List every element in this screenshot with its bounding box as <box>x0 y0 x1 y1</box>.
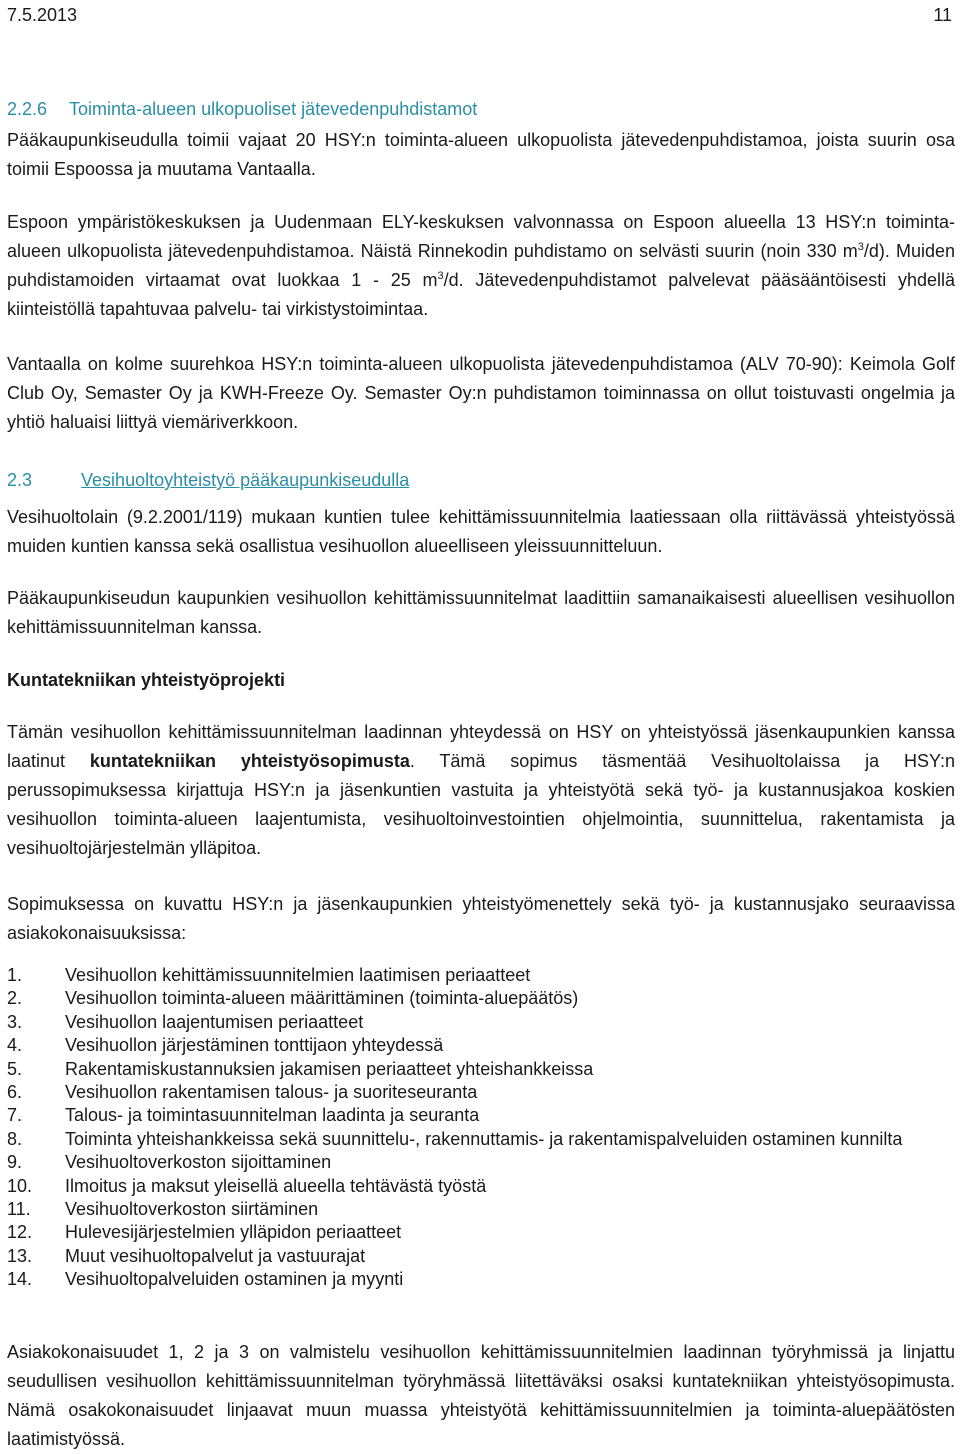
list-item-text: Ilmoitus ja maksut yleisellä alueella tehtävästä työstä <box>65 1175 487 1196</box>
list-item-text: Rakentamiskustannuksien jakamisen periaatteet yhteishankkeissa <box>65 1058 594 1079</box>
subheading: Kuntatekniikan yhteistyöprojekti <box>7 670 286 690</box>
section-title-link[interactable]: Vesihuoltoyhteistyö pääkaupunkiseudulla <box>81 470 410 490</box>
list-item-number: 6. <box>7 1082 23 1103</box>
list-item-text: Toiminta yhteishankkeissa sekä suunnittelu-, rakennuttamis- ja rakentamispalveluiden ostaminen kunnilta <box>65 1128 903 1149</box>
paragraph: Pääkaupunkiseudulla toimii vajaat 20 HSY:n toiminta-alueen ulkopuolista jätevedenpuhdistamoa, joista suurin osa toimii Espoossa ja muutama Vantaalla. <box>7 130 955 179</box>
list-item <box>7 1128 955 1151</box>
section-number: 2.3 <box>7 470 33 490</box>
list-item <box>7 1175 955 1198</box>
list-item-text: Vesihuollon kehittämissuunnitelmien laatimisen periaatteet <box>65 965 531 985</box>
list-item <box>7 964 955 987</box>
section-number: 2.2.6 <box>7 99 48 119</box>
list-item <box>7 1081 955 1104</box>
list-item-number: 9. <box>7 1152 23 1173</box>
list-item <box>7 987 955 1010</box>
list-item-number: 3. <box>7 1011 23 1032</box>
list-item-number: 7. <box>7 1105 23 1126</box>
paragraph: Vantaalla on kolme suurehkoa HSY:n toiminta-alueen ulkopuolista jätevedenpuhdistamoa (ALV 70-90): Keimola Golf Club Oy, Semaster Oy ja KWH-Freeze Oy. Semaster Oy:n puhdistamon toiminnassa on ollut toistuvasti ongelmia ja yhtiö haluaisi liittyä viemäriverkkoon. <box>7 354 955 432</box>
list-item-text: Talous- ja toimintasuunnitelman laadinta ja seuranta <box>65 1105 480 1126</box>
list-item-text: Vesihuollon toiminta-alueen määrittäminen (toiminta-aluepäätös) <box>65 988 579 1009</box>
text-span: /d. Jätevedenpuhdistamot palvelevat pääsääntöisesti yhdellä kiinteistöllä tapahtuvaa palvelu- tai virkistystoimintaa. <box>7 270 955 319</box>
section-2-3-heading <box>7 468 409 492</box>
section-2-2-6-heading <box>7 97 477 121</box>
list-item <box>7 1104 955 1127</box>
section-title: Toiminta-alueen ulkopuoliset jätevedenpuhdistamot <box>69 99 478 119</box>
list-item-number: 2. <box>7 988 23 1009</box>
list-item-number: 5. <box>7 1058 23 1079</box>
list-item-text: Vesihuoltopalveluiden ostaminen ja myynti <box>65 1269 404 1290</box>
list-item <box>7 1011 955 1034</box>
list-item <box>7 1058 955 1081</box>
list-item <box>7 1245 955 1268</box>
list-item-text: Vesihuoltoverkoston siirtäminen <box>65 1199 319 1220</box>
list-item-number: 12. <box>7 1222 33 1243</box>
list-item <box>7 1151 955 1174</box>
numbered-list <box>7 964 955 1292</box>
list-item-number: 14. <box>7 1269 33 1290</box>
list-item-number: 8. <box>7 1128 23 1149</box>
list-item-number: 1. <box>7 965 23 985</box>
superscript: 3 <box>437 270 444 282</box>
list-item-number: 10. <box>7 1175 33 1196</box>
list-item-text: Vesihuollon laajentumisen periaatteet <box>65 1011 364 1032</box>
list-item-text: Hulevesijärjestelmien ylläpidon periaatteet <box>65 1222 402 1243</box>
list-item <box>7 1198 955 1221</box>
text-span: /d). Muiden puhdistamoiden virtaamat ovat luokkaa 1 - 25 m <box>7 241 955 290</box>
paragraph: Pääkaupunkiseudun kaupunkien vesihuollon kehittämissuunnitelmat laadittiin samanaikaisesti alueellisen vesihuollon kehittämissuunnitelman kanssa. <box>7 588 955 637</box>
list-item-number: 11. <box>7 1199 31 1220</box>
text-span: Tämän vesihuollon kehittämissuunnitelman laadinnan yhteydessä on HSY on yhteistyössä jäsenkaupunkien kanssa laatinut <box>7 722 955 771</box>
paragraph: Sopimuksessa on kuvattu HSY:n ja jäsenkaupunkien yhteistyömenettely sekä työ- ja kustannusjako seuraavissa asiakokonaisuuksissa: <box>7 894 955 943</box>
paragraph <box>7 718 955 863</box>
list-item <box>7 1221 955 1244</box>
paragraph <box>7 208 955 324</box>
list-item-number: 13. <box>7 1245 33 1266</box>
list-item <box>7 1268 955 1291</box>
list-item-number: 4. <box>7 1035 23 1056</box>
list-item-text: Vesihuoltoverkoston sijoittaminen <box>65 1152 332 1173</box>
list-item-text: Vesihuollon järjestäminen tonttijaon yhteydessä <box>65 1035 444 1056</box>
bold-text: kuntatekniikan yhteistyösopimusta <box>89 751 410 771</box>
text-span: Espoon ympäristökeskuksen ja Uudenmaan ELY-keskuksen valvonnassa on Espoon alueella 13 HSY:n toiminta-alueen ulkopuolista jätevedenpuhdistamoa. Näistä Rinnekodin puhdistamo on selvästi suurin (noin 330 m <box>7 212 955 261</box>
list-item-text: Muut vesihuoltopalvelut ja vastuurajat <box>65 1245 366 1266</box>
header-date: 7.5.2013 <box>7 5 78 25</box>
paragraph: Asiakokonaisuudet 1, 2 ja 3 on valmistelu vesihuollon kehittämissuunnitelmien laadinnan työryhmissä ja linjattu seudullisen vesihuollon kehittämissuunnitelman työryhmässä liitettäväksi osaksi kuntatekniikan yhteistyösopimusta. Nämä osakokonaisuudet linjaavat muun muassa yhteistyötä kehittämissuunnitelmien ja toiminta-aluepäätösten laatimistyössä. <box>7 1342 955 1449</box>
text-span: . Tämä sopimus täsmentää Vesihuoltolaissa ja HSY:n perussopimuksessa kirjattuja HSY:n ja jäsenkuntien vastuita ja yhteistyötä sekä työ- ja kustannusjakoa koskien vesihuollon toiminta-alueen laajentumista, vesihuoltoinvestointien ohjelmointia, suunnittelua, rakentamista ja vesihuoltojärjestelmän ylläpitoa. <box>7 751 955 858</box>
superscript: 3 <box>857 241 864 253</box>
list-item-text: Vesihuollon rakentamisen talous- ja suoriteseuranta <box>65 1082 478 1103</box>
page-number: 11 <box>933 5 952 25</box>
paragraph: Vesihuoltolain (9.2.2001/119) mukaan kuntien tulee kehittämissuunnitelmia laatiessaan olla riittävässä yhteistyössä muiden kuntien kanssa sekä osallistua vesihuollon alueelliseen yleissuunnitteluun. <box>7 507 955 556</box>
list-item <box>7 1034 955 1057</box>
